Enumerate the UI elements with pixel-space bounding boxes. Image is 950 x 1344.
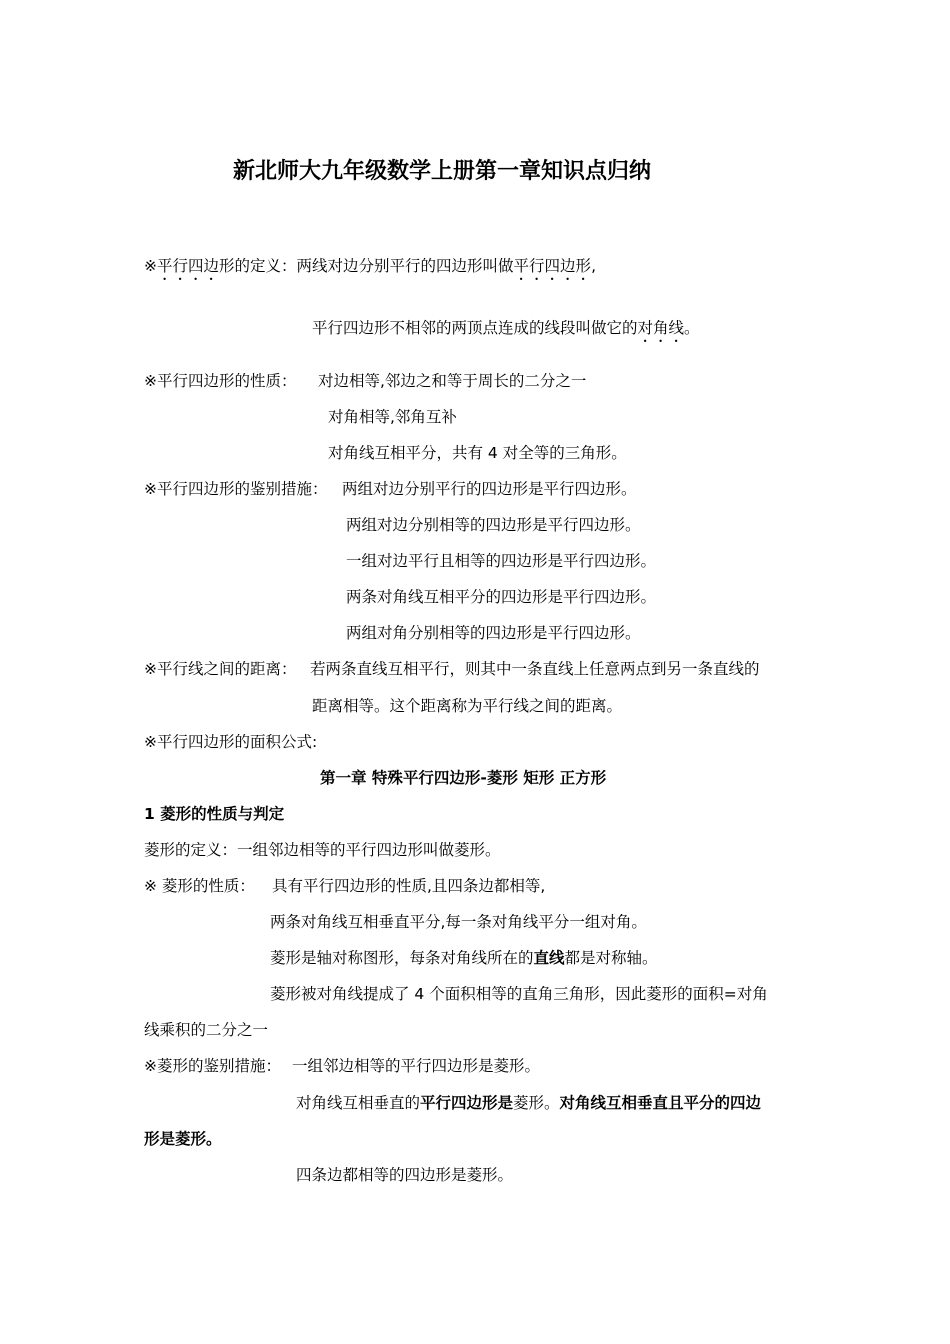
chapter-heading: 第一章 特殊平行四边形-菱形 矩形 正方形 (320, 769, 607, 787)
rhombus-property-item: 菱形被对角线提成了 4 个面积相等的直角三角形，因此菱形的面积=对角 (270, 985, 768, 1003)
area-formula-label: ※平行四边形的面积公式: (144, 733, 318, 751)
definition-label: ※平行四边形的定义： (144, 257, 297, 275)
identification-item: 两组对边分别平行的四边形是平行四边形。 (342, 480, 637, 498)
definition-comma: , (591, 257, 596, 275)
rhombus-property-text: 菱形是轴对称图形，每条对角线所在的 (270, 949, 534, 967)
identification-item: 两组对边分别相等的四边形是平行四边形。 (346, 516, 641, 534)
rhombus-identification-item (296, 1093, 761, 1113)
rhombus-identification-item: 四条边都相等的四边形是菱形。 (296, 1166, 514, 1184)
rhombus-identification-text: 对角线互相垂直的 (296, 1094, 421, 1112)
diagonal-definition-line (312, 318, 700, 346)
property-item: 对边相等,邻边之和等于周长的二分之一 (318, 372, 587, 390)
rhombus-identification-item: 一组邻边相等的平行四边形是菱形。 (292, 1057, 541, 1075)
diagonal-term: 对角线 (637, 319, 685, 337)
identification-item: 两组对角分别相等的四边形是平行四边形。 (346, 624, 641, 642)
rhombus-identification-bold: 平行四边形是 (420, 1094, 514, 1112)
rhombus-property-item (270, 948, 658, 968)
definition-text: 两线对边分别平行的四边形叫做 (296, 257, 514, 275)
distance-label: ※平行线之间的距离： (144, 660, 297, 678)
identification-item: 一组对边平行且相等的四边形是平行四边形。 (346, 552, 657, 570)
definition-label-emph: 平行四边 (157, 257, 220, 275)
distance-text-cont: 距离相等。这个距离称为平行线之间的距离。 (312, 697, 623, 715)
diagonal-definition-text: 平行四边形不相邻的两顶点连成的线段叫做它的 (312, 319, 638, 337)
identification-label: ※平行四边形的鉴别措施： (144, 480, 328, 498)
rhombus-property-text-end: 都是对称轴。 (564, 949, 658, 967)
rhombus-property-item-cont: 线乘积的二分之一 (144, 1021, 269, 1039)
page-title: 新北师大九年级数学上册第一章知识点归纳 (233, 159, 652, 184)
diagonal-period: 。 (684, 319, 700, 337)
definition-line (144, 256, 596, 284)
rhombus-identification-label: ※菱形的鉴别措施： (144, 1057, 281, 1075)
rhombus-identification-bold2: 对角线互相垂直且平分的四边 (559, 1094, 762, 1112)
section-heading: 1 菱形的性质与判定 (144, 805, 285, 823)
rhombus-property-item: 两条对角线互相垂直平分,每一条对角线平分一组对角。 (270, 913, 647, 931)
property-item: 对角线互相平分，共有 4 对全等的三角形。 (328, 444, 627, 462)
rhombus-property-bold: 直线 (533, 949, 565, 967)
rhombus-identification-item-cont: 形是菱形。 (144, 1130, 222, 1148)
properties-label: ※平行四边形的性质： (144, 372, 297, 390)
definition-term: 平行四边形 (513, 257, 592, 275)
rhombus-properties-label: ※ 菱形的性质： (144, 877, 255, 895)
rhombus-identification-text-mid: 菱形。 (513, 1094, 560, 1112)
identification-item: 两条对角线互相平分的四边形是平行四边形。 (346, 588, 657, 606)
rhombus-property-item: 具有平行四边形的性质,且四条边都相等, (272, 877, 546, 895)
property-item: 对角相等,邻角互补 (328, 408, 457, 426)
rhombus-definition: 菱形的定义：一组邻边相等的平行四边形叫做菱形。 (144, 841, 501, 859)
distance-text: 若两条直线互相平行，则其中一条直线上任意两点到另一条直线的 (310, 660, 760, 678)
